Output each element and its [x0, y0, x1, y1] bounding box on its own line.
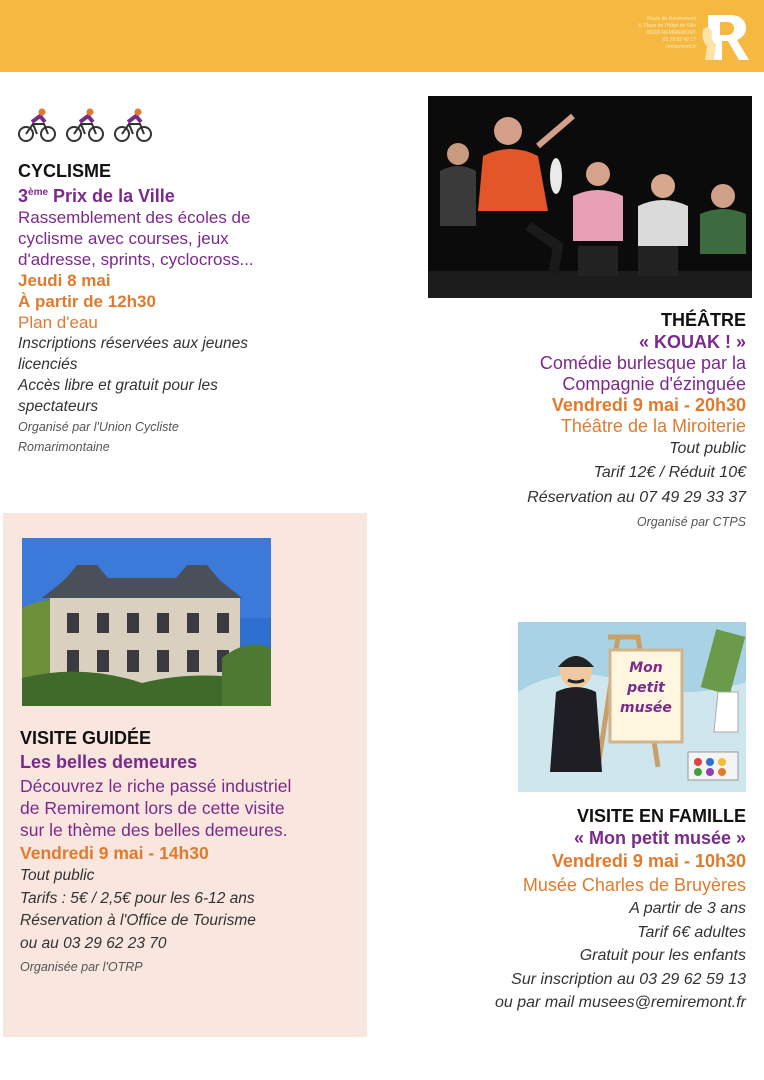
header-line: remiremont.fr — [666, 44, 696, 50]
visite-guidee-section — [20, 727, 291, 979]
event-date: Vendredi 9 mai - 20h30 — [551, 395, 746, 415]
easel-text: Mon — [629, 660, 663, 676]
section-subtitle: « KOUAK ! » — [638, 332, 746, 352]
museum-illustration — [518, 622, 746, 792]
description-line: Découvrez le riche passé industriel — [20, 776, 292, 796]
event-place: Musée Charles de Bruyères — [522, 875, 746, 895]
header-line: Route de Remiremont — [647, 16, 696, 22]
info-line: spectateurs — [18, 398, 99, 415]
event-place: Théâtre de la Miroiterie — [560, 416, 746, 436]
section-title: CYCLISME — [18, 161, 112, 181]
info-line: A partir de 3 ans — [629, 900, 746, 917]
cyclists-icon — [18, 106, 158, 144]
info-line: Sur inscription au 03 29 62 59 13 — [511, 970, 746, 988]
organizer: Organisé par CTPS — [636, 515, 746, 529]
theatre-photo — [428, 96, 752, 298]
section-title: VISITE EN FAMILLE — [576, 806, 746, 826]
easel-text: petit — [627, 680, 665, 696]
description-line: de Remiremont lors de cette visite — [20, 798, 285, 818]
info-line: ou par mail musees@remiremont.fr — [495, 994, 746, 1011]
section-subtitle: 3ème Prix de la Ville — [18, 186, 175, 206]
event-date: Jeudi 8 mai — [18, 271, 111, 290]
info-line: licenciés — [18, 356, 78, 373]
info-line: Tout public — [669, 440, 746, 457]
header-band — [0, 0, 764, 72]
description-line: sur le thème des belles demeures. — [20, 820, 288, 840]
header-line: 03 29 62 42 17 — [662, 37, 696, 43]
info-line: Tarif 6€ adultes — [637, 923, 746, 941]
header-line: 4, Place de l'Hôtel de Ville — [638, 23, 696, 29]
event-place: Plan d'eau — [18, 313, 98, 332]
organizer: Romarimontaine — [18, 440, 110, 454]
info-line: Gratuit pour les enfants — [579, 947, 746, 964]
section-title: VISITE GUIDÉE — [20, 728, 152, 748]
visite-famille-section — [440, 805, 746, 1015]
info-line: Inscriptions réservées aux jeunes — [18, 335, 249, 352]
mansion-photo — [22, 538, 271, 706]
section-title: THÉÂTRE — [661, 310, 746, 330]
cyclisme-section — [18, 160, 254, 457]
info-line: Accès libre et gratuit pour les — [18, 377, 218, 394]
section-subtitle: Les belles demeures — [20, 752, 198, 772]
description-line: cyclisme avec courses, jeux — [18, 229, 229, 248]
header-address — [606, 16, 696, 51]
theatre-section — [440, 309, 746, 533]
description-line: Rassemblement des écoles de — [18, 208, 251, 227]
remiremont-logo — [700, 9, 754, 63]
organizer: Organisé par l'Union Cycliste — [18, 420, 179, 434]
info-line: Tarif 12€ / Réduit 10€ — [593, 464, 746, 481]
event-time: À partir de 12h30 — [18, 292, 156, 311]
description-line: d'adresse, sprints, cyclocross... — [18, 250, 254, 269]
info-line: Réservation au 07 49 29 33 37 — [527, 489, 746, 506]
info-line: ou au 03 29 62 23 70 — [20, 934, 167, 952]
event-date: Vendredi 9 mai - 10h30 — [551, 851, 746, 871]
organizer: Organisée par l'OTRP — [20, 960, 143, 974]
description-line: Comédie burlesque par la — [539, 353, 746, 373]
description-line: Compagnie d'ézinguée — [562, 374, 746, 394]
info-line: Tarifs : 5€ / 2,5€ pour les 6-12 ans — [20, 889, 255, 907]
event-date: Vendredi 9 mai - 14h30 — [20, 843, 209, 863]
info-line: Réservation à l'Office de Tourisme — [20, 912, 256, 929]
header-line: 88200 REMIREMONT — [646, 30, 696, 36]
info-line: Tout public — [20, 867, 95, 884]
section-subtitle: « Mon petit musée » — [573, 828, 746, 848]
easel-text: musée — [620, 700, 672, 716]
